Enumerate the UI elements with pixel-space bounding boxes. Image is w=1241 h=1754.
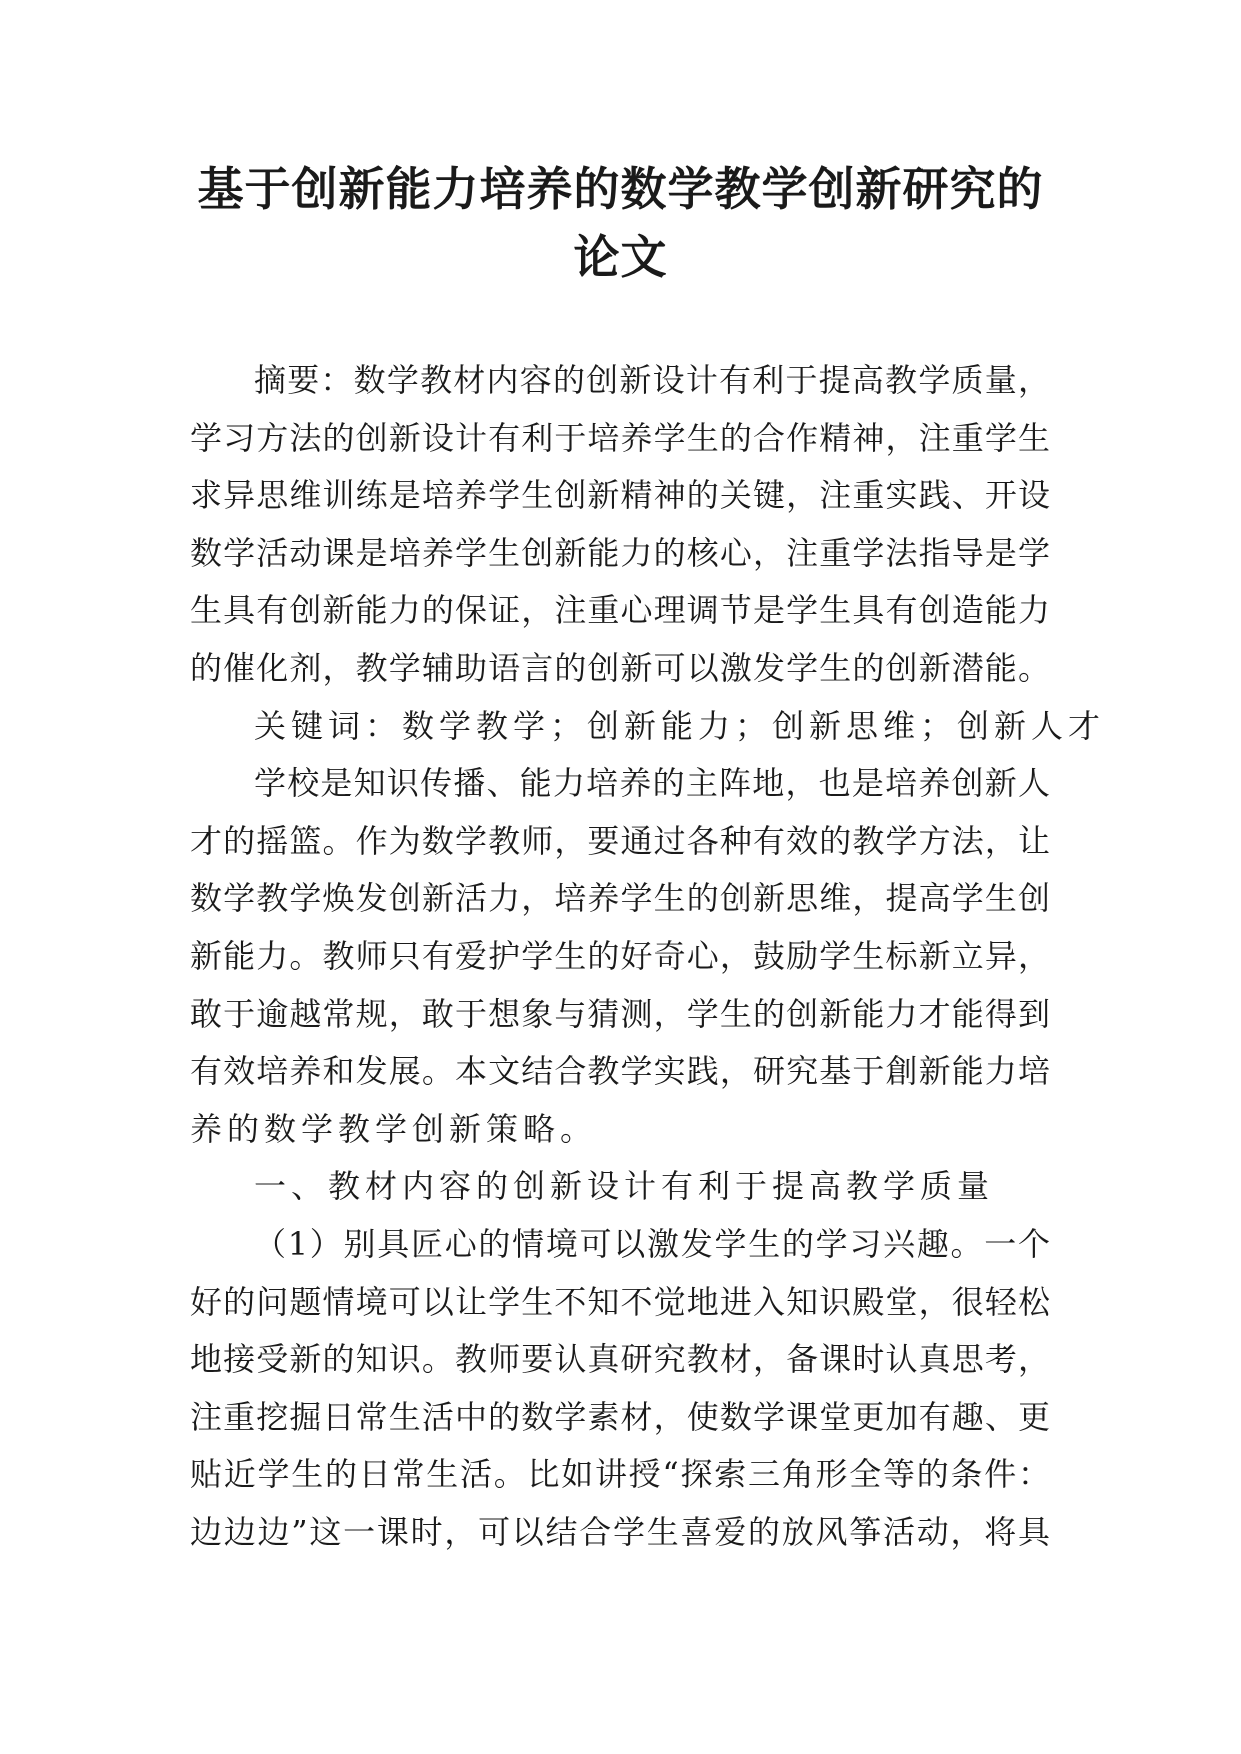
body-line: 摘要：数学教材内容的创新设计有利于提高教学质量， (254, 361, 1050, 399)
body-line: 求异思维训练是培养学生创新精神的关键，注重实践、开设 (190, 476, 1050, 515)
body-line: 新能力。教师只有爱护学生的好奇心，鼓励学生标新立异， (190, 936, 1050, 975)
body-line: 一、教材内容的创新设计有利于提高教学质量 (254, 1167, 995, 1206)
body-line: 有效培养和发展。本文结合教学实践，研究基于創新能力培 (190, 1052, 1050, 1091)
body-line: 好的问题情境可以让学生不知不觉地进入知识殿堂，很轻松 (190, 1282, 1050, 1321)
body-line: 关键词：数学教学；创新能力；创新思维；创新人才 (254, 706, 1106, 745)
body-line: 数学活动课是培养学生创新能力的核心，注重学法指导是学 (190, 533, 1050, 572)
body-line: 的催化剂，教学辅助语言的创新可以激发学生的创新潜能。 (190, 648, 1050, 687)
body-line: 地接受新的知识。教师要认真研究教材，备课时认真思考， (190, 1340, 1050, 1379)
document-title (150, 155, 1091, 291)
title-line-1: 基于创新能力培养的数学教学创新研究的 (197, 162, 1044, 216)
body-line: 敢于逾越常规，敢于想象与猜测，学生的创新能力才能得到 (190, 994, 1050, 1033)
body-line: 生具有创新能力的保证，注重心理调节是学生具有创造能力 (190, 591, 1050, 630)
body-line: （1）别具匠心的情境可以激发学生的学习兴趣。一个 (254, 1224, 1050, 1263)
body-line: 数学教学焕发创新活力，培养学生的创新思维，提高学生创 (190, 879, 1050, 918)
body-line: 养的数学教学创新策略。 (190, 1109, 598, 1148)
body-line: 学习方法的创新设计有利于培养学生的合作精神，注重学生 (190, 418, 1050, 457)
body-line: 贴近学生的日常生活。比如讲授“探索三角形全等的条件： (190, 1455, 1050, 1494)
body-line: 注重挖掘日常生活中的数学素材，使数学课堂更加有趣、更 (190, 1397, 1050, 1436)
body-line: 边边边”这一课时，可以结合学生喜爱的放风筝活动，将具 (190, 1512, 1050, 1551)
body-line: 学校是知识传播、能力培养的主阵地，也是培养创新人 (254, 764, 1050, 803)
document-body (190, 352, 1106, 1561)
body-line: 才的摇篮。作为数学教师，要通过各种有效的教学方法，让 (190, 821, 1050, 860)
title-line-2: 论文 (573, 230, 668, 284)
